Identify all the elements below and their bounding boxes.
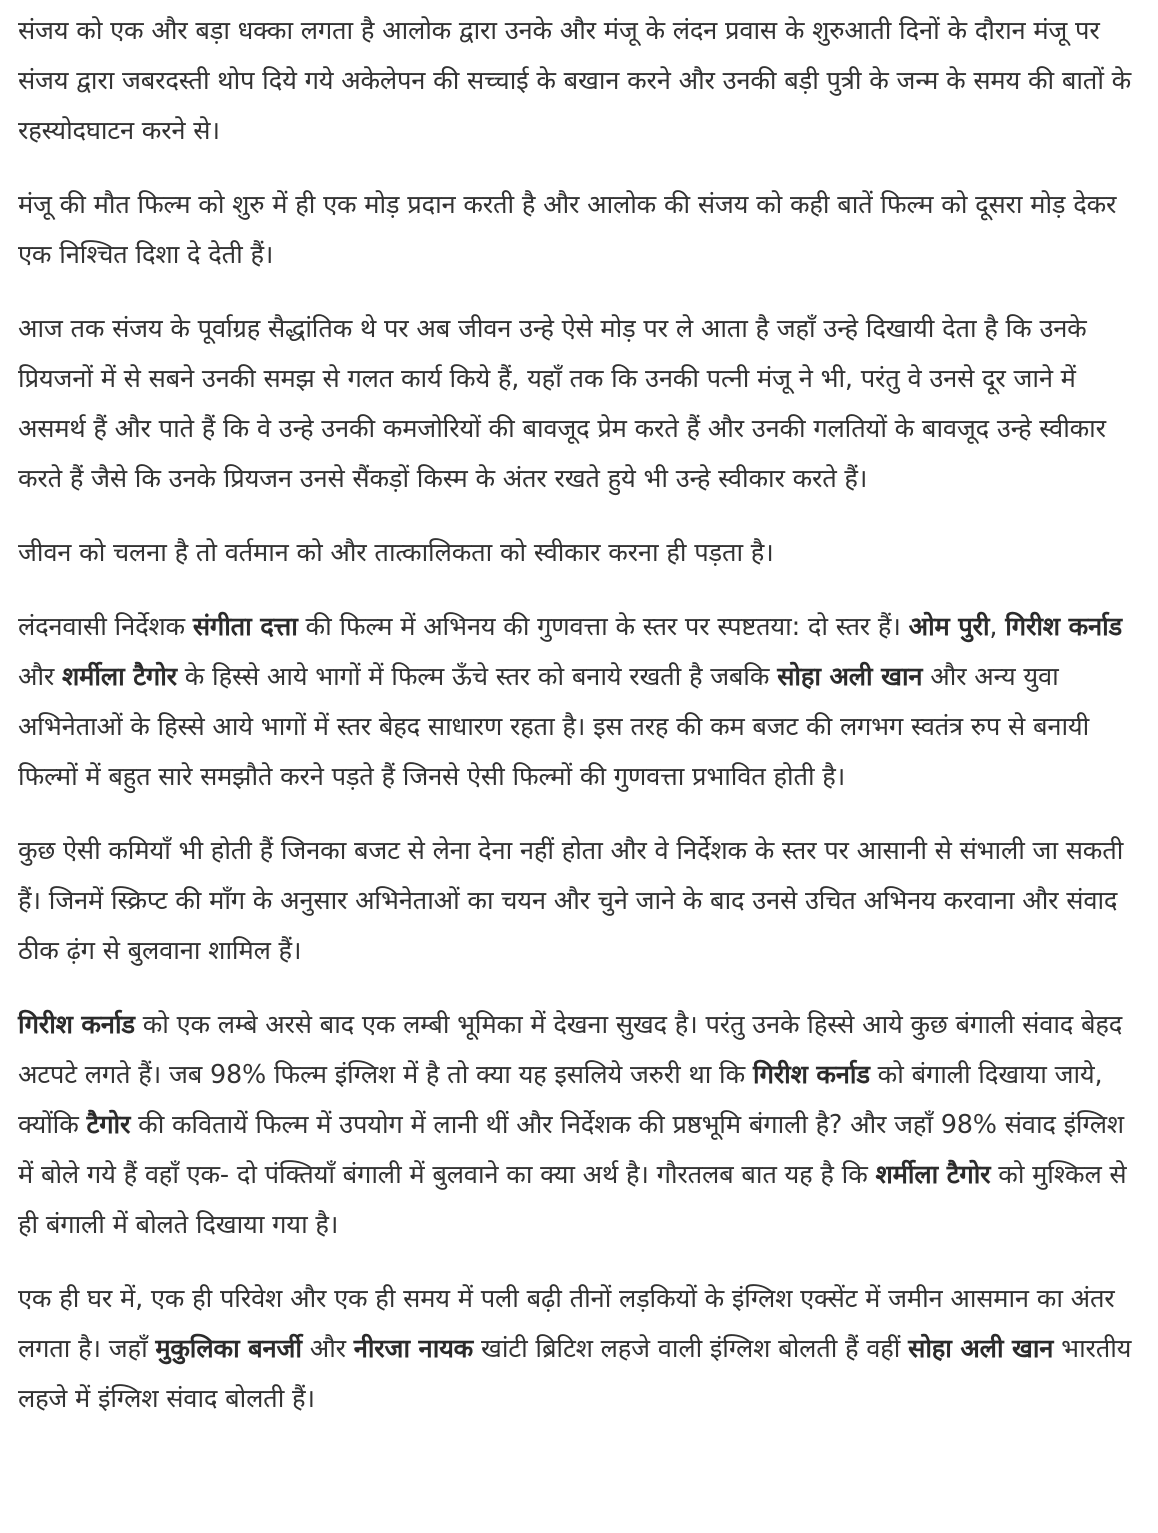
article-paragraph xyxy=(18,528,1146,578)
paragraph-text: खांटी ब्रिटिश लहजे वाली इंग्लिश बोलती हैं वहीं xyxy=(473,1334,909,1364)
bold-name-text: सोहा अली खान xyxy=(777,662,923,692)
article-paragraph xyxy=(18,1000,1146,1250)
bold-name-text: शर्मीला टैगोर xyxy=(62,662,177,692)
paragraph-text: और xyxy=(301,1334,354,1364)
article-paragraph xyxy=(18,180,1146,280)
paragraph-text: की फिल्म में अभिनय की गुणवत्ता के स्तर पर स्पष्टतया: दो स्तर हैं। xyxy=(297,612,909,642)
paragraph-text: एक ही घर में, एक ही परिवेश और एक ही समय में पली बढ़ी तीनों लड़कियों के इंग्लिश एक्सेंट में जमीन आसमान का अंतर लगता है। जहाँ xyxy=(18,1284,1115,1364)
article-paragraph xyxy=(18,826,1146,976)
paragraph-text: और अन्य युवा अभिनेताओं के हिस्से आये भागों में स्तर बेहद साधारण रहता है। इस तरह की कम बजट की लगभग स्वतंत्र रुप से बनायी फिल्मों में बहुत सारे समझौते करने पड़ते हैं जिनसे ऐसी फिल्मों की गुणवत्ता प्रभावित होती है। xyxy=(18,662,1090,792)
paragraph-text: आज तक संजय के पूर्वाग्रह सैद्धांतिक थे पर अब जीवन उन्हे ऐसे मोड़ पर ले आता है जहाँ उन्हे दिखायी देता है कि उनके प्रियजनों में से सबने उनकी समझ से गलत कार्य किये हैं, यहाँ तक कि उनकी पत्नी मंजू ने भी, परंतु वे उनसे दूर जाने में असमर्थ हैं और पाते हैं कि वे उन्हे उनकी कमजोरियों की बावजूद प्रेम करते हैं और उनकी गलतियों के बावजूद उन्हे स्वीकार करते हैं जैसे कि उनके प्रियजन उनसे सैंकड़ों किस्म के अंतर रखते हुये भी उन्हे स्वीकार करते हैं। xyxy=(18,314,1106,494)
paragraph-text: जीवन को चलना है तो वर्तमान को और तात्कालिकता को स्वीकार करना ही पड़ता है। xyxy=(18,538,774,568)
paragraph-text: की कवितायें फिल्म में उपयोग में लानी थीं और निर्देशक की प्रष्ठभूमि बंगाली है? और जहाँ 98% संवाद इंग्लिश में बोले गये हैं वहाँ एक- दो पंक्तियाँ बंगाली में बुलवाने का क्या अर्थ है। गौरतलब बात यह है कि xyxy=(18,1110,1124,1190)
bold-name-text: नीरजा नायक xyxy=(353,1334,474,1364)
paragraph-text: को मुश्किल से ही बंगाली में बोलते दिखाया गया है। xyxy=(18,1160,1127,1240)
paragraph-text: संजय को एक और बड़ा धक्का लगता है आलोक द्वारा उनके और मंजू के लंदन प्रवास के शुरुआती दिनों के दौरान मंजू पर संजय द्वारा जबरदस्ती थोप दिये गये अकेलेपन की सच्चाई के बखान करने और उनकी बड़ी पुत्री के जन्म के समय की बातों के रहस्योदघाटन करने से। xyxy=(18,16,1132,146)
paragraph-text: को एक लम्बे अरसे बाद एक लम्बी भूमिका में देखना सुखद है। परंतु उनके हिस्से आये कुछ बंगाली संवाद बेहद अटपटे लगते हैं। जब 98% फिल्म इंग्लिश में है तो क्या यह इसलिये जरुरी था कि xyxy=(18,1010,1123,1090)
bold-name-text: गिरीश कर्नाड xyxy=(1005,612,1122,642)
bold-name-text: सोहा अली खान xyxy=(908,1334,1054,1364)
article-paragraph xyxy=(18,304,1146,504)
paragraph-text: भारतीय लहजे में इंग्लिश संवाद बोलती हैं। xyxy=(18,1334,1132,1414)
paragraph-text: कुछ ऐसी कमियाँ भी होती हैं जिनका बजट से लेना देना नहीं होता और वे निर्देशक के स्तर पर आसानी से संभाली जा सकती हैं। जिनमें स्क्रिप्ट की माँग के अनुसार अभिनेताओं का चयन और चुने जाने के बाद उनसे उचित अभिनय करवाना और संवाद ठीक ढ़ंग से बुलवाना शामिल हैं। xyxy=(18,836,1124,966)
paragraph-text: और xyxy=(18,662,63,692)
article-paragraph xyxy=(18,1274,1146,1424)
paragraph-text: , xyxy=(989,612,1006,642)
paragraph-text: के हिस्से आये भागों में फिल्म ऊँचे स्तर को बनाये रखती है जबकि xyxy=(176,662,778,692)
paragraph-text: को बंगाली दिखाया जाये, क्योंकि xyxy=(18,1060,1103,1140)
bold-name-text: शर्मीला टैगोर xyxy=(875,1160,991,1190)
bold-name-text: संगीता दत्ता xyxy=(192,612,298,642)
bold-name-text: गिरीश कर्नाड xyxy=(752,1060,870,1090)
paragraph-text: मंजू की मौत फिल्म को शुरु में ही एक मोड़ प्रदान करती है और आलोक की संजय को कही बातें फिल्म को दूसरा मोड़ देकर एक निश्चित दिशा दे देती हैं। xyxy=(18,190,1117,270)
article-paragraph xyxy=(18,602,1146,802)
bold-name-text: ओम पुरी xyxy=(908,612,990,642)
bold-name-text: टैगोर xyxy=(86,1110,131,1140)
bold-name-text: मुकुलिका बनर्जी xyxy=(155,1334,302,1364)
article-paragraph xyxy=(18,6,1146,156)
article-body xyxy=(18,6,1146,1448)
paragraph-text: लंदनवासी निर्देशक xyxy=(18,612,193,642)
bold-name-text: गिरीश कर्नाड xyxy=(18,1010,135,1040)
